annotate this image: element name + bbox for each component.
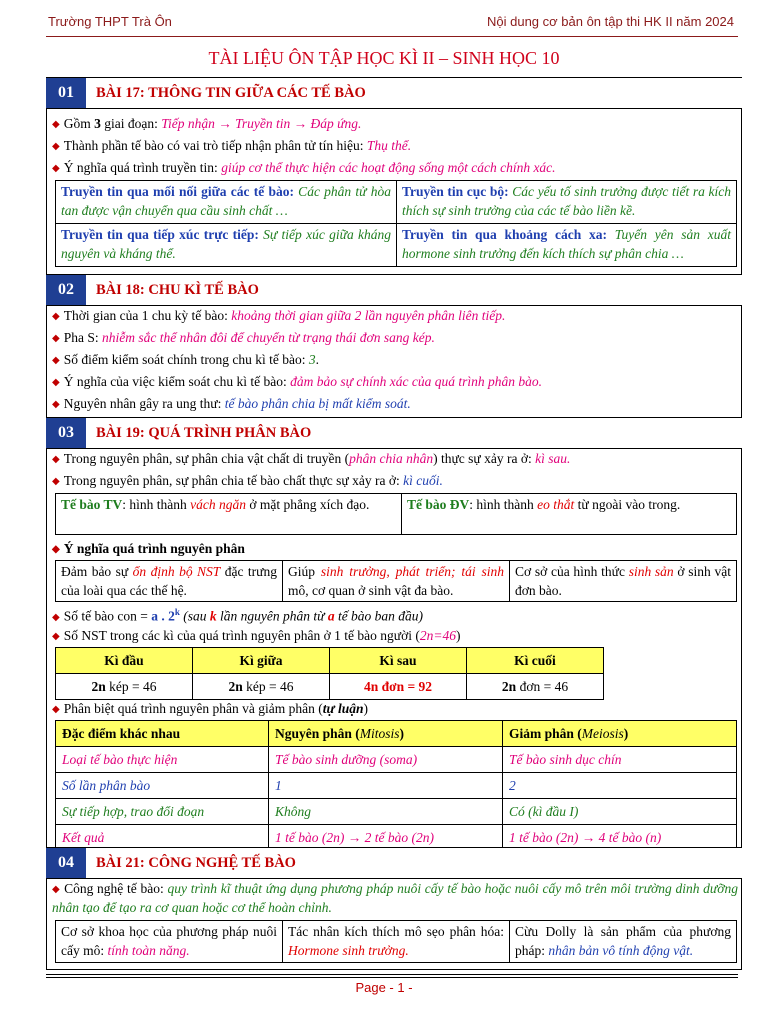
- section-21-header: [46, 847, 742, 879]
- table-row: [56, 747, 737, 773]
- compare-header: Đặc điểm khác nhau: [56, 721, 269, 747]
- signal-cell: Truyền tin qua mối nối giữa các tế bào: Các phân tử hòa tan được vận chuyển qua cầu sinh chất …: [56, 181, 397, 224]
- row-label: Kết quả: [56, 825, 269, 851]
- footer-divider: [46, 974, 738, 975]
- s3-nst-intro: ◆ Số NST trong các kì của quá trình nguyên phân ở 1 tế bào người (2n=46): [52, 628, 461, 643]
- meaning-cell: Cơ sở của hình thức sinh sản ở sinh vật đơn bào.: [510, 561, 737, 602]
- header-topic: Nội dung cơ bản ôn tập thi HK II năm 2024: [486, 14, 734, 29]
- s1-bullet-1: ◆ Gồm 3 giai đoạn: Tiếp nhận → Truyền tin → Đáp ứng.: [52, 116, 362, 131]
- meiosis-value: 1 tế bào (2n) → 4 tế bào (n): [503, 825, 737, 851]
- diamond-icon: ◆: [52, 141, 60, 152]
- diamond-icon: ◆: [52, 399, 60, 410]
- section-number: 01: [46, 78, 86, 108]
- diamond-icon: ◆: [52, 611, 60, 623]
- animal-cell: Tế bào ĐV: hình thành eo thắt từ ngoài vào trong.: [402, 494, 737, 535]
- diamond-icon: ◆: [52, 163, 60, 174]
- section-number: 02: [46, 275, 86, 305]
- s4-bullet-1: ◆ Công nghệ tế bào: quy trình kĩ thuật ứng dụng phương pháp nuôi cấy tế bào hoặc nuôi cấy mô trên môi trường dinh dưỡng nhân tạo để tạo ra cơ quan hoặc cơ thể hoàn chỉnh.: [52, 881, 738, 915]
- signal-types-table: [55, 180, 737, 267]
- footer-divider: [46, 977, 738, 978]
- row-label: Số lần phân bào: [56, 773, 269, 799]
- section-number: 03: [46, 418, 86, 448]
- mitosis-value: 1 tế bào (2n) → 2 tế bào (2n): [269, 825, 503, 851]
- phase-header: Kì đầu: [56, 648, 193, 674]
- diamond-icon: ◆: [52, 544, 60, 555]
- meiosis-value: 2: [503, 773, 737, 799]
- phase-header: Kì cuối: [467, 648, 604, 674]
- s3-bullet-1: ◆ Trong nguyên phân, sự phân chia vật chất di truyền (phân chia nhân) thực sự xảy ra ở: kì sau.: [52, 451, 571, 466]
- section-17-header: [46, 77, 742, 109]
- diamond-icon: ◆: [52, 631, 60, 642]
- mitosis-value: Tế bào sinh dưỡng (soma): [269, 747, 503, 773]
- diamond-icon: ◆: [52, 454, 60, 465]
- section-19-header: [46, 417, 742, 449]
- section-title: BÀI 19: QUÁ TRÌNH PHÂN BÀO: [96, 424, 312, 441]
- signal-cell: Truyền tin qua khoảng cách xa: Tuyến yên sản xuất hormone sinh trưởng đến kích thích sự phân chia …: [397, 224, 737, 267]
- s2-bullet-3: ◆ Số điểm kiểm soát chính trong chu kì tế bào: 3.: [52, 352, 320, 367]
- nst-value: 2n kép = 46: [56, 674, 193, 700]
- page-header: [48, 14, 734, 36]
- meaning-cell: Đảm bảo sự ổn định bộ NST đặc trưng của loài qua các thế hệ.: [56, 561, 283, 602]
- meiosis-value: Có (kì đầu I): [503, 799, 737, 825]
- diamond-icon: ◆: [52, 884, 61, 895]
- tech-cell: Cơ sở khoa học của phương pháp nuôi cấy mô: tính toàn năng.: [56, 921, 283, 963]
- compare-header: Nguyên phân (Mitosis): [269, 721, 503, 747]
- meiosis-value: Tế bào sinh dục chín: [503, 747, 737, 773]
- diamond-icon: ◆: [52, 377, 60, 388]
- section-title: BÀI 21: CÔNG NGHỆ TẾ BÀO: [96, 854, 296, 871]
- nst-value: 4n đơn = 92: [330, 674, 467, 700]
- s3-compare-intro: ◆ Phân biệt quá trình nguyên phân và giảm phân (tự luận): [52, 701, 369, 716]
- s2-bullet-1: ◆ Thời gian của 1 chu kỳ tế bào: khoảng thời gian giữa 2 lần nguyên phân liên tiếp.: [52, 308, 506, 323]
- section-18-header: [46, 274, 742, 306]
- s3-mitosis-meaning-title: ◆ Ý nghĩa quá trình nguyên phân: [52, 541, 245, 556]
- mitosis-meiosis-table: [55, 720, 737, 851]
- s2-bullet-5: ◆ Nguyên nhân gây ra ung thư: tế bào phân chia bị mất kiểm soát.: [52, 396, 411, 411]
- row-label: Sự tiếp hợp, trao đổi đoạn: [56, 799, 269, 825]
- diamond-icon: ◆: [52, 119, 60, 130]
- nst-value: 2n kép = 46: [193, 674, 330, 700]
- diamond-icon: ◆: [52, 355, 60, 366]
- section-number: 04: [46, 848, 86, 878]
- page-number: Page - 1 -: [355, 980, 413, 995]
- mitosis-value: 1: [269, 773, 503, 799]
- tech-cell: Tác nhân kích thích mô sẹo phân hóa: Hormone sinh trưởng.: [283, 921, 510, 963]
- school-name: Trường THPT Trà Ôn: [48, 14, 172, 29]
- nst-count-table: [55, 647, 604, 700]
- phase-header: Kì sau: [330, 648, 467, 674]
- s1-bullet-3: ◆ Ý nghĩa quá trình truyền tin: giúp cơ thể thực hiện các hoạt động sống một cách chính xác.: [52, 160, 556, 175]
- row-label: Loại tế bào thực hiện: [56, 747, 269, 773]
- table-row: [56, 773, 737, 799]
- section-title: BÀI 17: THÔNG TIN GIỮA CÁC TẾ BÀO: [96, 84, 366, 101]
- mitosis-meaning-table: [55, 560, 737, 602]
- diamond-icon: ◆: [52, 476, 60, 487]
- phase-header: Kì giữa: [193, 648, 330, 674]
- tech-cell: Cừu Dolly là sản phẩm của phương pháp: nhân bản vô tính động vật.: [510, 921, 737, 963]
- nst-value: 2n đơn = 46: [467, 674, 604, 700]
- table-row: [56, 799, 737, 825]
- s3-formula: ◆ Số tế bào con = a . 2$^k$ (sau k lần nguyên phân từ a tế bào ban đầu): [52, 607, 424, 624]
- mitosis-value: Không: [269, 799, 503, 825]
- compare-header: Giảm phân (Meiosis): [503, 721, 737, 747]
- signal-cell: Truyền tin qua tiếp xúc trực tiếp: Sự tiếp xúc giữa kháng nguyên và kháng thể.: [56, 224, 397, 267]
- cell-tech-table: [55, 920, 737, 963]
- s3-bullet-2: ◆ Trong nguyên phân, sự phân chia tế bào chất thực sự xảy ra ở: kì cuối.: [52, 473, 443, 488]
- s2-bullet-4: ◆ Ý nghĩa của việc kiểm soát chu kì tế bào: đảm bảo sự chính xác của quá trình phân bào.: [52, 374, 542, 389]
- s2-bullet-2: ◆ Pha S: nhiễm sắc thể nhân đôi để chuyển từ trạng thái đơn sang kép.: [52, 330, 435, 345]
- cytokinesis-table: [55, 493, 737, 535]
- diamond-icon: ◆: [52, 704, 60, 715]
- diamond-icon: ◆: [52, 311, 60, 322]
- plant-cell: Tế bào TV: hình thành vách ngăn ở mặt phẳng xích đạo.: [56, 494, 402, 535]
- s1-bullet-2: ◆ Thành phần tế bào có vai trò tiếp nhận phân tử tín hiệu: Thụ thể.: [52, 138, 412, 153]
- meaning-cell: Giúp sinh trưởng, phát triển; tái sinh mô, cơ quan ở sinh vật đa bào.: [283, 561, 510, 602]
- document-title: TÀI LIỆU ÔN TẬP HỌC KÌ II – SINH HỌC 10: [208, 48, 560, 68]
- signal-cell: Truyền tin cục bộ: Các yếu tố sinh trưởng được tiết ra kích thích sự sinh trưởng của các tế bào liền kề.: [397, 181, 737, 224]
- diamond-icon: ◆: [52, 333, 60, 344]
- section-title: BÀI 18: CHU KÌ TẾ BÀO: [96, 281, 259, 298]
- header-divider: [46, 36, 738, 37]
